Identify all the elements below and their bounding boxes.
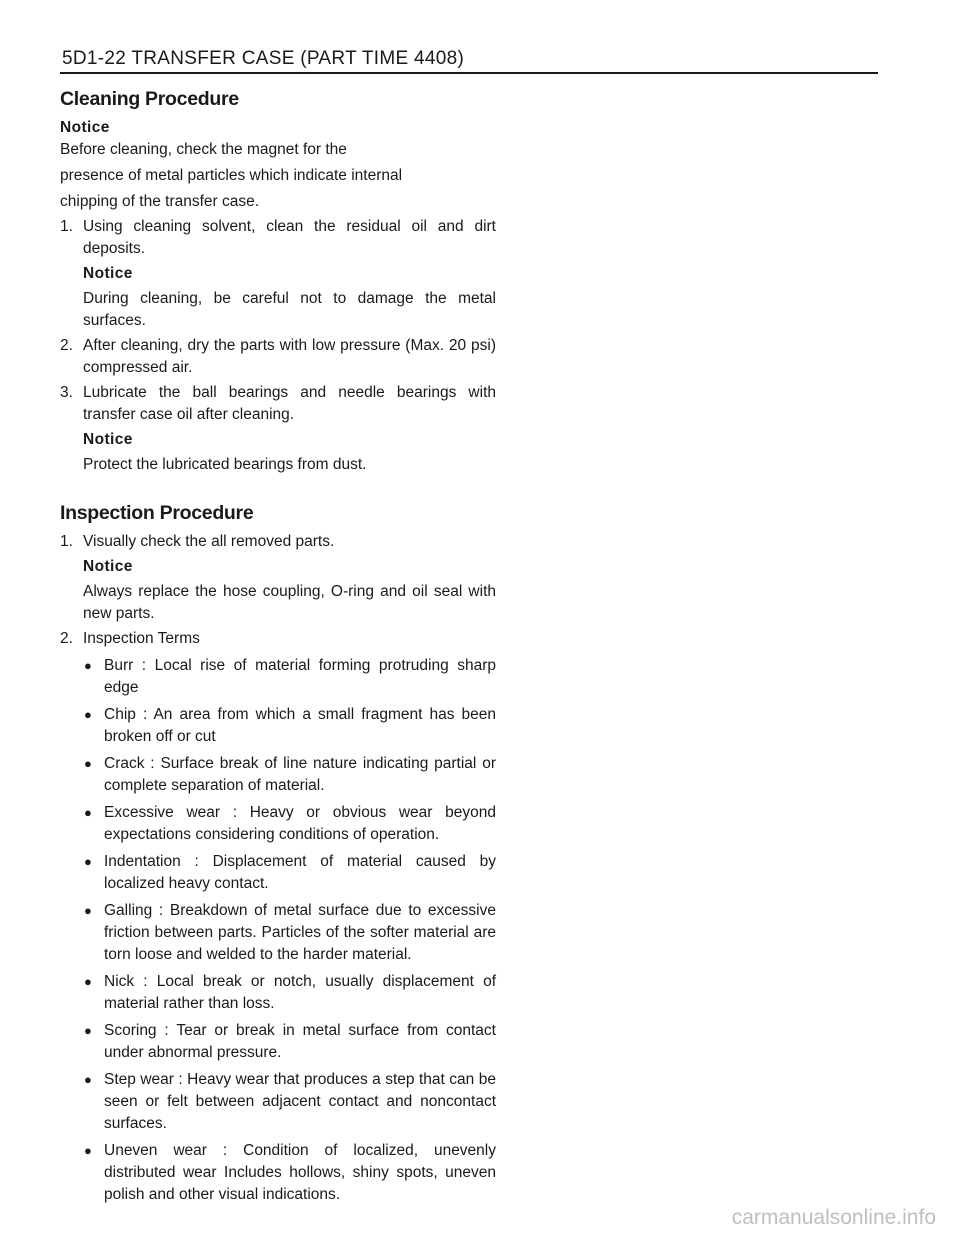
- bullet-icon: ●: [84, 974, 92, 989]
- term-text: Crack : Surface break of line nature indicating partial or complete separation of material.: [104, 755, 496, 794]
- watermark-text: carmanualsonline.info: [731, 1206, 936, 1229]
- list-item: [83, 1069, 496, 1135]
- step-text: Inspection Terms: [83, 630, 200, 647]
- term-text: Scoring : Tear or break in metal surface from contact under abnormal pressure.: [104, 1022, 496, 1061]
- term-text: Galling : Breakdown of metal surface due to excessive friction between parts. Particles of the softer material are torn loose and welded to the harder material.: [104, 902, 496, 963]
- step-notice-label: Notice: [83, 558, 133, 575]
- step-text: Lubricate the ball bearings and needle bearings with transfer case oil after cleaning.: [83, 384, 496, 423]
- cleaning-step-2: [60, 335, 496, 379]
- list-item: [83, 971, 496, 1015]
- list-item: [83, 704, 496, 748]
- bullet-icon: ●: [84, 658, 92, 673]
- step-text: Using cleaning solvent, clean the residual oil and dirt deposits.: [83, 218, 496, 257]
- header-divider: [60, 72, 878, 74]
- bullet-icon: ●: [84, 707, 92, 722]
- cleaning-intro-line: presence of metal particles which indicate internal: [60, 167, 403, 184]
- inspection-step-1: [60, 531, 496, 625]
- cleaning-intro-line: Before cleaning, check the magnet for the: [60, 141, 347, 158]
- step-notice-text: Always replace the hose coupling, O-ring and oil seal with new parts.: [83, 583, 496, 622]
- text-column: [60, 86, 496, 1206]
- inspection-heading: Inspection Procedure: [60, 502, 254, 524]
- step-text: Visually check the all removed parts.: [83, 533, 335, 550]
- list-item: [83, 900, 496, 966]
- term-text: Indentation : Displacement of material caused by localized heavy contact.: [104, 853, 496, 892]
- term-text: Excessive wear : Heavy or obvious wear beyond expectations considering conditions of operation.: [104, 804, 496, 843]
- bullet-icon: ●: [84, 903, 92, 918]
- cleaning-step-3: [60, 382, 496, 476]
- list-item: [83, 655, 496, 699]
- bullet-icon: ●: [84, 805, 92, 820]
- step-number: 2.: [60, 337, 73, 354]
- list-item: [83, 1020, 496, 1064]
- cleaning-notice-label: Notice: [60, 119, 110, 136]
- inspection-step-2: [60, 628, 496, 1206]
- step-notice-text: Protect the lubricated bearings from dust.: [83, 456, 367, 473]
- step-notice-label: Notice: [83, 265, 133, 282]
- page-header-title: 5D1-22 TRANSFER CASE (PART TIME 4408): [62, 48, 465, 69]
- list-item: [83, 753, 496, 797]
- list-item: [83, 802, 496, 846]
- step-number: 3.: [60, 384, 73, 401]
- bullet-icon: ●: [84, 1072, 92, 1087]
- cleaning-intro-line: chipping of the transfer case.: [60, 193, 260, 210]
- term-text: Step wear : Heavy wear that produces a step that can be seen or felt between adjacent contact and noncontact surfaces.: [104, 1071, 496, 1132]
- bullet-icon: ●: [84, 854, 92, 869]
- bullet-icon: ●: [84, 756, 92, 771]
- step-notice-text: During cleaning, be careful not to damage the metal surfaces.: [83, 290, 496, 329]
- list-item: [83, 851, 496, 895]
- cleaning-section: [60, 86, 496, 476]
- step-number: 1.: [60, 218, 73, 235]
- cleaning-step-1: [60, 216, 496, 332]
- term-text: Nick : Local break or notch, usually displacement of material rather than loss.: [104, 973, 496, 1012]
- step-number: 1.: [60, 533, 73, 550]
- bullet-icon: ●: [84, 1023, 92, 1038]
- cleaning-heading: Cleaning Procedure: [60, 88, 239, 110]
- term-text: Chip : An area from which a small fragment has been broken off or cut: [104, 706, 496, 745]
- step-text: After cleaning, dry the parts with low pressure (Max. 20 psi) compressed air.: [83, 337, 496, 376]
- term-text: Burr : Local rise of material forming protruding sharp edge: [104, 657, 496, 696]
- step-number: 2.: [60, 630, 73, 647]
- term-text: Uneven wear : Condition of localized, unevenly distributed wear Includes hollows, shiny spots, uneven polish and other visual indications.: [104, 1142, 496, 1203]
- list-item: [83, 1140, 496, 1206]
- inspection-terms-list: [83, 655, 496, 1206]
- bullet-icon: ●: [84, 1143, 92, 1158]
- step-notice-label: Notice: [83, 431, 133, 448]
- inspection-section: [60, 500, 496, 1206]
